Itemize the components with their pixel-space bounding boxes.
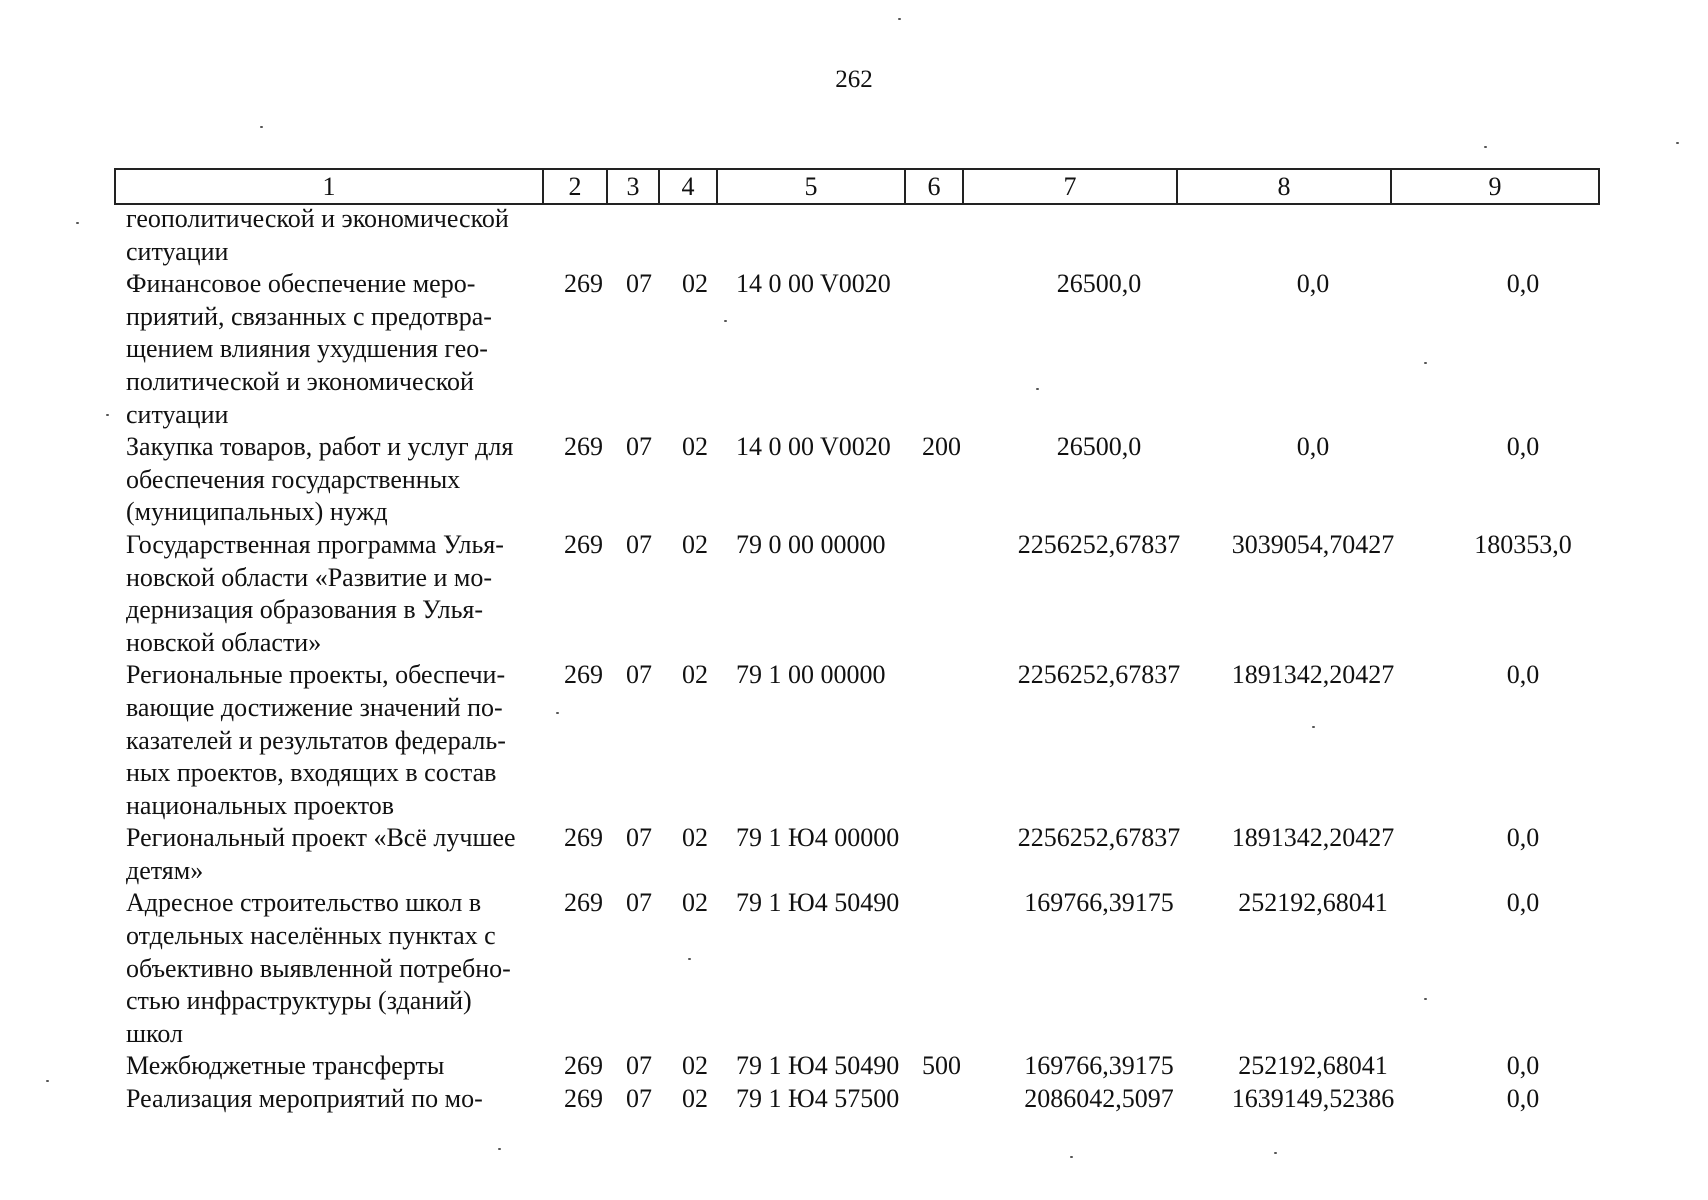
scan-speck: [556, 712, 559, 714]
description-line: ситуации: [126, 236, 229, 266]
description-line: новской области «Развитие и мо-: [126, 562, 493, 592]
amount-col8: 252192,68041: [1238, 888, 1388, 918]
section-code: 07: [626, 823, 652, 853]
amount-col9: 0,0: [1506, 660, 1540, 690]
subsection-code: 02: [682, 269, 708, 299]
amount-col8: 1891342,20427: [1231, 660, 1395, 690]
table-row: [126, 659, 1626, 822]
target-article-code: 79 0 00 00000: [736, 529, 886, 559]
scan-speck: [688, 958, 691, 960]
ministry-code: 269: [564, 660, 603, 690]
expense-type-code: 200: [922, 432, 961, 462]
scan-speck: [46, 1080, 49, 1082]
ministry-code: 269: [564, 823, 603, 853]
amount-col9: 0,0: [1506, 823, 1540, 853]
amount-col9: 180353,0: [1474, 529, 1572, 559]
column-header: 2: [543, 169, 607, 204]
description-line: геополитической и экономической: [126, 204, 509, 233]
description-line: ных проектов, входящих в состав: [126, 758, 497, 788]
column-header-table: [114, 168, 1600, 205]
target-article-code: 79 1 Ю4 50490: [736, 888, 900, 918]
column-header: 3: [607, 169, 659, 204]
target-article-code: 14 0 00 V0020: [736, 432, 891, 462]
description-line: ситуации: [126, 399, 229, 429]
amount-col8: 0,0: [1296, 269, 1330, 299]
target-article-code: 79 1 Ю4 50490: [736, 1051, 900, 1081]
amount-col9: 0,0: [1506, 1084, 1540, 1114]
subsection-code: 02: [682, 432, 708, 462]
amount-col7: 2256252,67837: [1017, 823, 1181, 853]
scan-speck: [1036, 388, 1039, 390]
column-header: 8: [1177, 169, 1391, 204]
subsection-code: 02: [682, 823, 708, 853]
table-row: [126, 529, 1626, 659]
description-line: политической и экономической: [126, 366, 474, 396]
column-header: 7: [963, 169, 1177, 204]
description-line: Реализация мероприятий по мо-: [126, 1084, 483, 1114]
amount-col7: 2256252,67837: [1017, 529, 1181, 559]
amount-col7: 169766,39175: [1024, 888, 1174, 918]
budget-table-body: [126, 203, 1626, 1116]
description-line: обеспечения государственных: [126, 464, 461, 494]
subsection-code: 02: [682, 529, 708, 559]
ministry-code: 269: [564, 269, 603, 299]
amount-col8: 0,0: [1296, 432, 1330, 462]
description-line: Межбюджетные трансферты: [126, 1051, 445, 1081]
amount-col9: 0,0: [1506, 432, 1540, 462]
column-header: 4: [659, 169, 717, 204]
expense-type-code: 500: [922, 1051, 961, 1081]
row-description: [126, 203, 544, 268]
scan-speck: [1312, 726, 1315, 728]
description-line: Финансовое обеспечение меро-: [126, 269, 476, 299]
row-description: [126, 268, 544, 431]
scan-speck: [1274, 1152, 1277, 1154]
scan-speck: [1070, 1156, 1073, 1158]
amount-col7: 2086042,5097: [1024, 1084, 1174, 1114]
amount-col9: 0,0: [1506, 269, 1540, 299]
scan-speck: [1424, 362, 1427, 364]
ministry-code: 269: [564, 1051, 603, 1081]
description-line: национальных проектов: [126, 790, 395, 820]
description-line: школ: [126, 1018, 183, 1048]
description-line: щением влияния ухудшения гео-: [126, 334, 488, 364]
description-line: Региональные проекты, обеспечи-: [126, 660, 506, 690]
scan-speck: [498, 1148, 501, 1150]
description-line: стью инфраструктуры (зданий): [126, 986, 472, 1016]
table-row: [126, 1083, 1626, 1116]
ministry-code: 269: [564, 529, 603, 559]
table-row: [126, 887, 1626, 1050]
section-code: 07: [626, 529, 652, 559]
amount-col7: 169766,39175: [1024, 1051, 1174, 1081]
subsection-code: 02: [682, 1084, 708, 1114]
description-line: объективно выявленной потребно-: [126, 953, 511, 983]
ministry-code: 269: [564, 432, 603, 462]
section-code: 07: [626, 269, 652, 299]
amount-col8: 252192,68041: [1238, 1051, 1388, 1081]
description-line: детям»: [126, 855, 204, 885]
subsection-code: 02: [682, 660, 708, 690]
subsection-code: 02: [682, 888, 708, 918]
amount-col8: 3039054,70427: [1231, 529, 1395, 559]
scan-speck: [76, 222, 79, 224]
scan-speck: [1484, 146, 1487, 148]
section-code: 07: [626, 432, 652, 462]
amount-col8: 1639149,52386: [1231, 1084, 1395, 1114]
column-header-row: [115, 169, 1599, 204]
description-line: (муниципальных) нужд: [126, 497, 388, 527]
description-line: вающие достижение значений по-: [126, 692, 503, 722]
scan-speck: [106, 414, 109, 416]
scan-speck: [724, 320, 727, 322]
table-row: [126, 1050, 1626, 1083]
table-row: [126, 268, 1626, 431]
target-article-code: 79 1 00 00000: [736, 660, 886, 690]
amount-col9: 0,0: [1506, 888, 1540, 918]
description-line: Адресное строительство школ в: [126, 888, 482, 918]
description-line: новской области»: [126, 627, 322, 657]
description-line: Региональный проект «Всё лучшее: [126, 823, 516, 853]
target-article-code: 79 1 Ю4 57500: [736, 1084, 900, 1114]
amount-col7: 26500,0: [1056, 269, 1142, 299]
row-description: [126, 822, 544, 887]
amount-col9: 0,0: [1506, 1051, 1540, 1081]
section-code: 07: [626, 660, 652, 690]
subsection-code: 02: [682, 1051, 708, 1081]
column-header: 5: [717, 169, 905, 204]
description-line: отдельных населённых пунктах с: [126, 921, 496, 951]
description-line: приятий, связанных с предотвра-: [126, 301, 492, 331]
amount-col8: 1891342,20427: [1231, 823, 1395, 853]
scan-speck: [1676, 142, 1679, 144]
section-code: 07: [626, 1051, 652, 1081]
row-description: [126, 431, 544, 529]
target-article-code: 79 1 Ю4 00000: [736, 823, 900, 853]
table-row: [126, 431, 1626, 529]
target-article-code: 14 0 00 V0020: [736, 269, 891, 299]
row-description: [126, 1083, 544, 1116]
ministry-code: 269: [564, 888, 603, 918]
description-line: казателей и результатов федераль-: [126, 725, 506, 755]
scan-speck: [898, 18, 901, 20]
table-row: [126, 822, 1626, 887]
scan-speck: [1424, 998, 1427, 1000]
row-description: [126, 529, 544, 659]
amount-col7: 26500,0: [1056, 432, 1142, 462]
description-line: Государственная программа Улья-: [126, 529, 504, 559]
page-number: 262: [835, 66, 873, 93]
section-code: 07: [626, 888, 652, 918]
description-line: Закупка товаров, работ и услуг для: [126, 432, 514, 462]
row-description: [126, 659, 544, 822]
table-row: [126, 203, 1626, 268]
description-line: дернизация образования в Улья-: [126, 595, 484, 625]
amount-col7: 2256252,67837: [1017, 660, 1181, 690]
section-code: 07: [626, 1084, 652, 1114]
scan-speck: [260, 126, 263, 128]
ministry-code: 269: [564, 1084, 603, 1114]
column-header: 9: [1391, 169, 1599, 204]
column-header: 6: [905, 169, 963, 204]
column-header: 1: [115, 169, 543, 204]
row-description: [126, 887, 544, 1050]
row-description: [126, 1050, 544, 1083]
